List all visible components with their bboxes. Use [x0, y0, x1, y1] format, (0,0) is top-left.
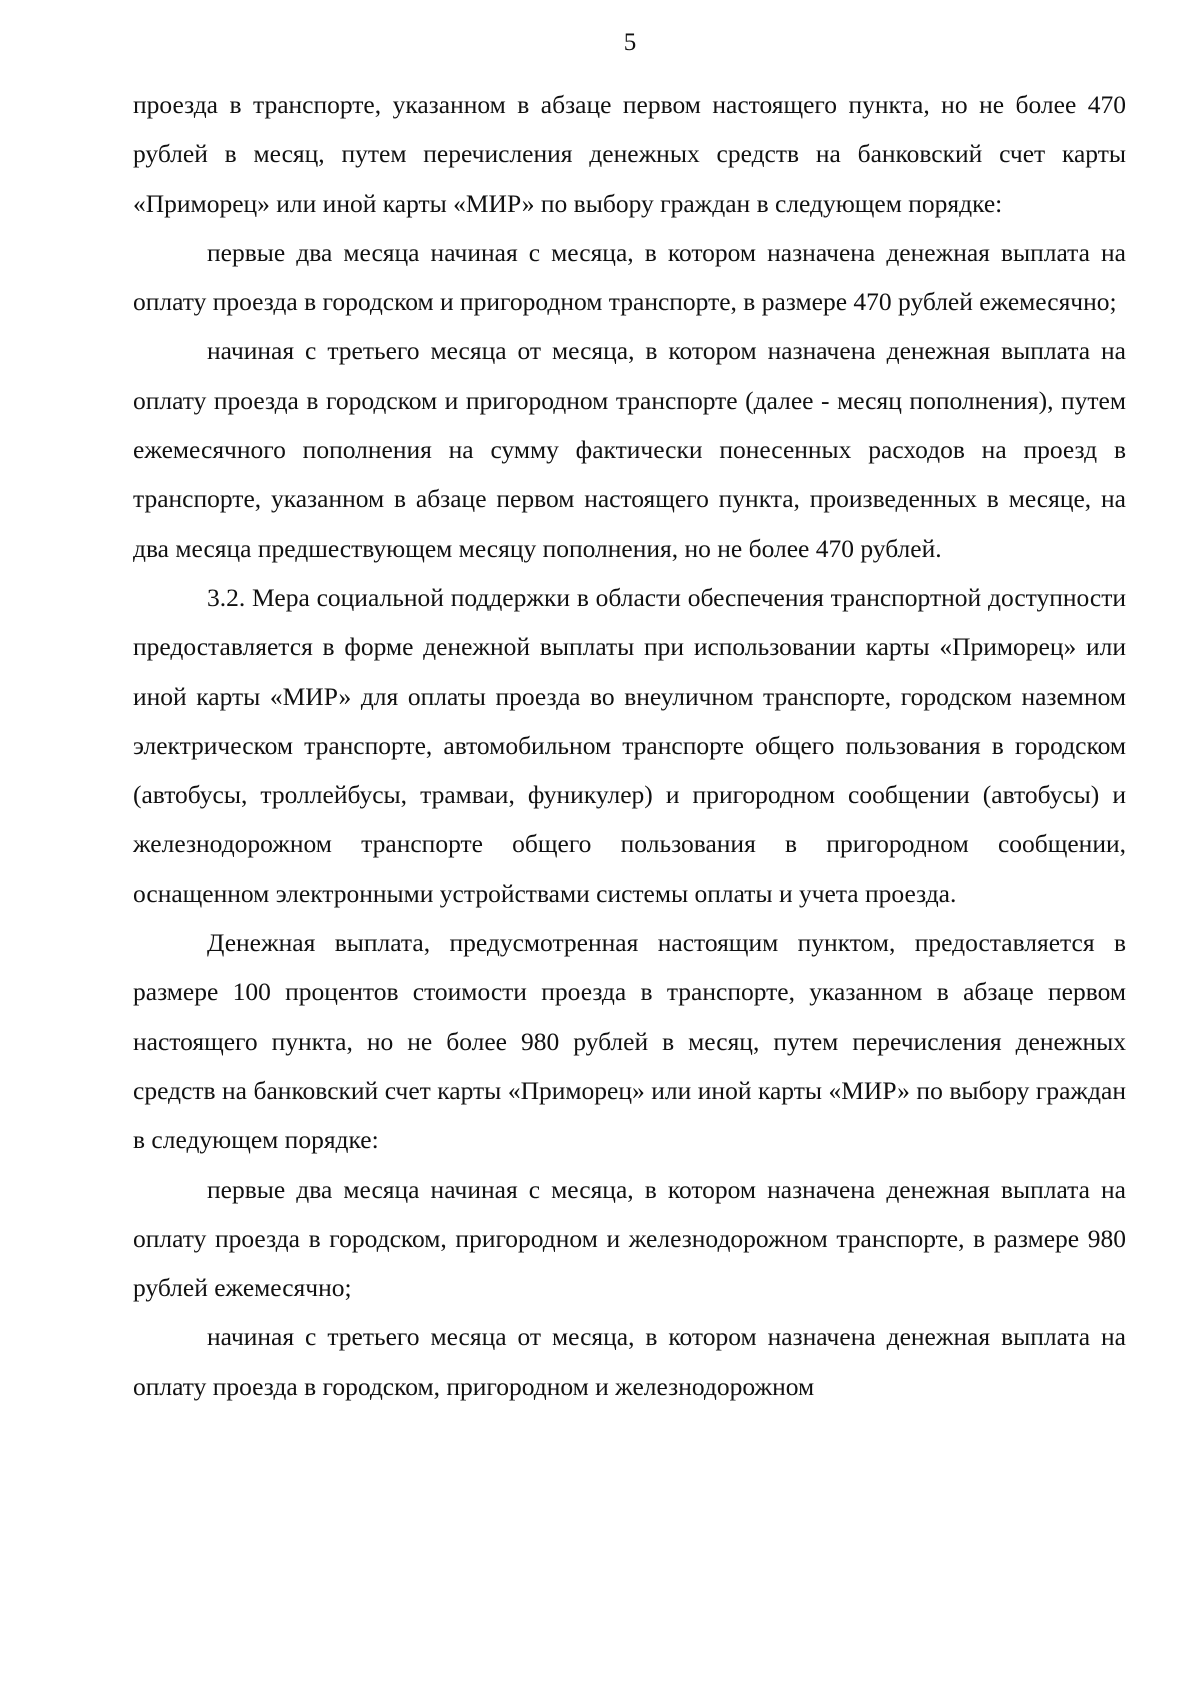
paragraph-first-two-months-980: первые два месяца начиная с месяца, в котором назначена денежная выплата на оплату проезда в городском, пригородном и железнодорожном транспорте, в размере 980 рублей ежемесячно; [133, 1174, 1126, 1303]
paragraph-continuation: проезда в транспорте, указанном в абзаце первом настоящего пункта, но не более 470 рублей в месяц, путем перечисления денежных средств на банковский счет карты «Приморец» или иной карты «МИР» по выбору граждан в следующем порядке: [133, 90, 1126, 218]
paragraph-from-third-month-980: начиная с третьего месяца от месяца, в котором назначена денежная выплата на оплату проезда в городском, пригородном и железнодорожном [133, 1322, 1126, 1401]
paragraph-first-two-months: первые два месяца начиная с месяца, в котором назначена денежная выплата на оплату проезда в городском и пригородном транспорте, в размере 470 рублей ежемесячно; [133, 237, 1126, 317]
paragraph-cash-payment: Денежная выплата, предусмотренная настоящим пунктом, предоставляется в размере 100 процентов стоимости проезда в транспорте, указанном в абзаце первом настоящего пункта, но не более 980 рублей в месяц, путем перечисления денежных средств на банковский счет карты «Приморец» или иной карты «МИР» по выбору граждан в следующем порядке: [133, 928, 1126, 1155]
page-number: 5 [623, 29, 637, 56]
document-body [133, 80, 1126, 1411]
paragraph-from-third-month: начиная с третьего месяца от месяца, в котором назначена денежная выплата на оплату проезда в городском и пригородном транспорте (далее - месяц пополнения), путем ежемесячного пополнения на сумму фактически понесенных расходов на проезд в транспорте, указанном в абзаце первом настоящего пункта, произведенных в месяце, на два месяца предшествующем месяцу пополнения, но не более 470 рублей. [133, 336, 1126, 563]
paragraph-section-3-2: 3.2. Мера социальной поддержки в области обеспечения транспортной доступности предоставляется в форме денежной выплаты при использовании карты «Приморец» или иной карты «МИР» для оплаты проезда во внеуличном транспорте, городском наземном электрическом транспорте, автомобильном транспорте общего пользования в городском (автобусы, троллейбусы, трамваи, фуникулер) и пригородном сообщении (автобусы) и железнодорожном транспорте общего пользования в пригородном сообщении, оснащенном электронными устройствами системы оплаты и учета проезда. [133, 582, 1126, 908]
